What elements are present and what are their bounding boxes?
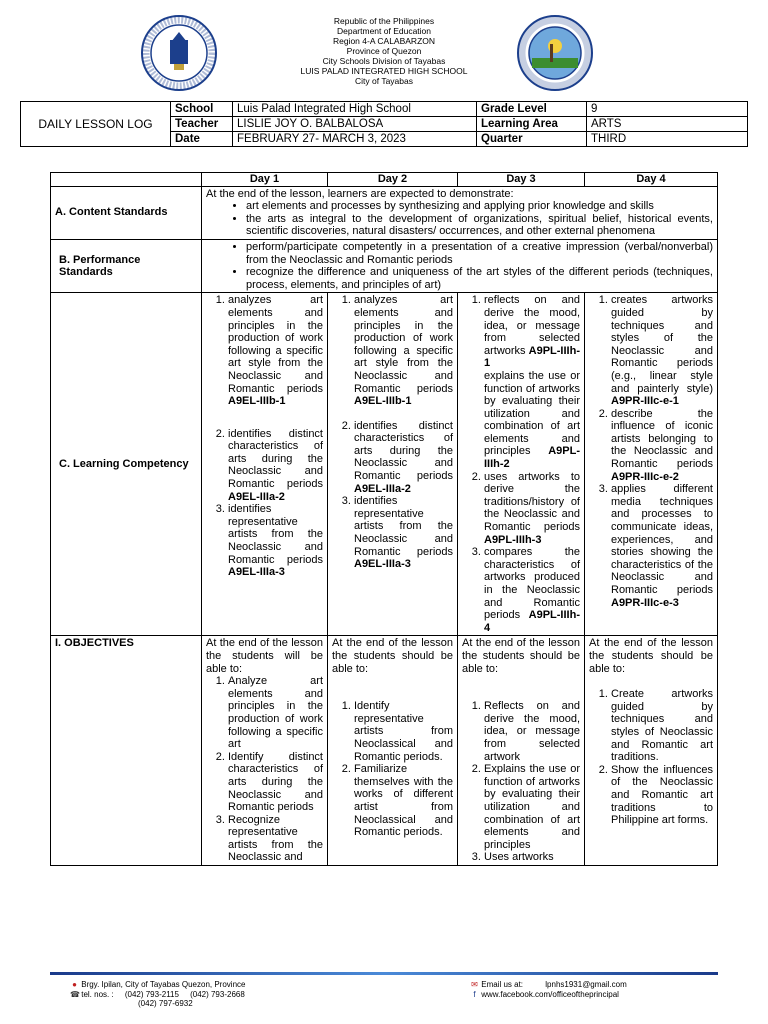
content-standards-row bbox=[51, 186, 718, 239]
area-value: ARTS bbox=[587, 117, 748, 132]
competency-item: 2. identifies distinct characteristics of arts during the Neoclassic and Romantic periods A9EL-IIIa-2 bbox=[354, 420, 453, 496]
competency-item: 3. identifies representative artists from the Neoclassic and Romantic periods A9EL-IIIa-3 bbox=[228, 503, 323, 579]
header-line: City of Tayabas bbox=[355, 76, 413, 86]
objective-item: 1. Reflects on and derive the mood, idea, or message from selected artwork bbox=[484, 700, 580, 763]
footer-divider bbox=[50, 972, 718, 975]
footer-facebook[interactable]: www.facebook.com/officeoftheprincipal bbox=[481, 989, 619, 999]
objective-item: 2. Explains the use or function of artworks by evaluating their utilization and combination of art elements and principles bbox=[484, 763, 580, 851]
content-standards-label: A. Content Standards bbox=[51, 186, 202, 239]
day-header: Day 4 bbox=[585, 173, 718, 187]
facebook-icon: f bbox=[473, 989, 476, 999]
performance-standards-row bbox=[51, 239, 718, 292]
header-line: Department of Education bbox=[336, 26, 432, 36]
content-intro: At the end of the lesson, learners are expected to demonstrate: bbox=[206, 187, 514, 200]
day-header: Day 2 bbox=[328, 173, 458, 187]
competency-item: 2. uses artworks to derive the traditions/history of the Neoclassic and Romantic periods A9PL-IIIh-3 bbox=[484, 471, 580, 547]
objectives-intro: At the end of the lesson the students should be able to: bbox=[589, 637, 713, 675]
teacher-value: LISLIE JOY O. BALBALOSA bbox=[233, 117, 477, 132]
competency-day2-cell bbox=[328, 293, 458, 636]
area-label: Learning Area bbox=[477, 117, 587, 132]
school-label: School bbox=[171, 102, 233, 117]
header-line: Province of Quezon bbox=[346, 46, 422, 56]
competency-item: 2. identifies distinct characteristics of arts during the Neoclassic and Romantic periods A9EL-IIIa-2 bbox=[228, 428, 323, 504]
objectives-label: I. OBJECTIVES bbox=[51, 636, 202, 866]
learning-competency-row bbox=[51, 293, 718, 636]
footer-tel-label: tel. nos. : bbox=[81, 989, 114, 999]
phone-icon: ☎ bbox=[70, 989, 80, 999]
footer-email-label: Email us at: bbox=[481, 980, 524, 989]
objective-item: 1. Analyze art elements and principles in the production of work following a specific art bbox=[228, 675, 323, 751]
competency-item: 2. describe the influence of iconic artists belonging to the Neoclassic and Romantic periods A9PR-IIIc-e-2 bbox=[611, 408, 713, 484]
competency-item: 3. identifies representative artists from the Neoclassic and Romantic periods A9EL-IIIa-3 bbox=[354, 495, 453, 571]
school-header bbox=[0, 16, 768, 86]
date-label: Date bbox=[171, 132, 233, 147]
grade-label: Grade Level bbox=[477, 102, 587, 117]
document-title: DAILY LESSON LOG bbox=[21, 102, 171, 147]
footer-email[interactable]: lpnhs1931@gmail.com bbox=[545, 980, 627, 989]
objectives-row bbox=[51, 636, 718, 866]
empty-header-cell bbox=[51, 173, 202, 187]
quarter-value: THIRD bbox=[587, 132, 748, 147]
competency-day4-cell bbox=[585, 293, 718, 636]
day-header: Day 1 bbox=[202, 173, 328, 187]
objective-item: 2. Familiarize themselves with the works of different artist from Neoclassical and Romantic periods. bbox=[354, 763, 453, 839]
performance-item: • perform/participate competently in a presentation of a creative impression (verbal/nonverbal) from the Neoclassic and Romantic periods bbox=[246, 241, 713, 266]
quarter-label: Quarter bbox=[477, 132, 587, 147]
footer-tel: (042) 793-2668 bbox=[190, 989, 245, 999]
objective-item: 2. Identify distinct characteristics of arts during the Neoclassic and Romantic periods bbox=[228, 751, 323, 814]
competency-item: 1. analyzes art elements and principles in the production of work following a specific art style from the Neoclassic and Romantic periods A9EL-IIIb-1 bbox=[354, 294, 453, 407]
content-item: • the arts as integral to the development of organizations, spiritual belief, historical events, scientific discoveries, natural disasters/ occurrences, and other external phenomena bbox=[246, 213, 713, 238]
objectives-day3-cell bbox=[458, 636, 585, 866]
competency-day3-cell bbox=[458, 293, 585, 636]
footer-contact-right bbox=[470, 980, 627, 999]
competency-item: 1. analyzes art elements and principles in the production of work following a specific art style from the Neoclassic and Romantic periods A9EL-IIIb-1 bbox=[228, 294, 323, 407]
competency-item: 1. reflects on and derive the mood, idea, or message from selected artworks A9PL-IIIh-1 explains the use or function of artworks by evaluating their utilization and combination of art elements and principles A9PL-IIIh-2 bbox=[484, 294, 580, 470]
day-header: Day 3 bbox=[458, 173, 585, 187]
competency-day1-cell bbox=[202, 293, 328, 636]
school-value: Luis Palad Integrated High School bbox=[233, 102, 477, 117]
content-item: • art elements and processes by synthesizing and applying prior knowledge and skills bbox=[246, 200, 713, 213]
grade-value: 9 bbox=[587, 102, 748, 117]
objective-item: 2. Show the influences of the Neoclassic and Romantic art traditions to Philippine art forms. bbox=[611, 764, 713, 827]
date-value: FEBRUARY 27- MARCH 3, 2023 bbox=[233, 132, 477, 147]
footer-contact-left bbox=[70, 980, 245, 1009]
footer-tel: (042) 793-2115 bbox=[124, 989, 179, 999]
lesson-plan-table bbox=[50, 172, 718, 866]
location-pin-icon: ● bbox=[72, 980, 77, 989]
competency-item: 1. creates artworks guided by techniques and styles of the Neoclassic and Romantic periods (e.g., linear style and painterly style) A9PR-IIIc-e-1 bbox=[611, 294, 713, 407]
lesson-info-table bbox=[20, 101, 748, 147]
objectives-intro: At the end of the lesson the students should be able to: bbox=[332, 637, 453, 675]
content-standards-cell bbox=[202, 186, 718, 239]
objectives-intro: At the end of the lesson the students will be able to: bbox=[206, 637, 323, 675]
objectives-day1-cell bbox=[202, 636, 328, 866]
competency-item: 3. applies different media techniques and processes to communicate ideas, experiences, and stories showing the characteristics of the Neoclassic and Romantic periods A9PR-IIIc-e-3 bbox=[611, 483, 713, 609]
competency-item: 3. compares the characteristics of artworks produced in the Neoclassic and Romantic periods A9PL-IIIh-4 bbox=[484, 546, 580, 634]
objective-item: 3. Recognize representative artists from the Neoclassic and bbox=[228, 814, 323, 864]
objective-item: 3. Uses artworks bbox=[484, 851, 580, 864]
header-line: Region 4-A CALABARZON bbox=[332, 36, 436, 46]
objective-item: 1. Identify representative artists from Neoclassical and Romantic periods. bbox=[354, 700, 453, 763]
performance-standards-label: B. Performance Standards bbox=[51, 239, 202, 292]
objectives-day2-cell bbox=[328, 636, 458, 866]
email-icon: ✉ bbox=[471, 980, 478, 989]
header-line: Republic of the Philippines bbox=[333, 16, 435, 26]
footer-address: Brgy. Ipilan, City of Tayabas Quezon, Province bbox=[81, 980, 246, 989]
learning-competency-label: C. Learning Competency bbox=[51, 293, 202, 636]
objective-item: 1. Create artworks guided by techniques and styles of Neoclassic and Romantic art traditions. bbox=[611, 688, 713, 764]
footer-tel: (042) 797-6932 bbox=[138, 999, 193, 1008]
objectives-intro: At the end of the lesson the students should be able to: bbox=[462, 637, 580, 675]
days-header-row bbox=[51, 173, 718, 187]
header-line: City Schools Division of Tayabas bbox=[322, 56, 446, 66]
header-line: LUIS PALAD INTEGRATED HIGH SCHOOL bbox=[300, 66, 468, 76]
teacher-label: Teacher bbox=[171, 117, 233, 132]
performance-standards-cell bbox=[202, 239, 718, 292]
performance-item: • recognize the difference and uniqueness of the art styles of the different periods (techniques, process, elements, and principles of art) bbox=[246, 266, 713, 291]
objectives-day4-cell bbox=[585, 636, 718, 866]
